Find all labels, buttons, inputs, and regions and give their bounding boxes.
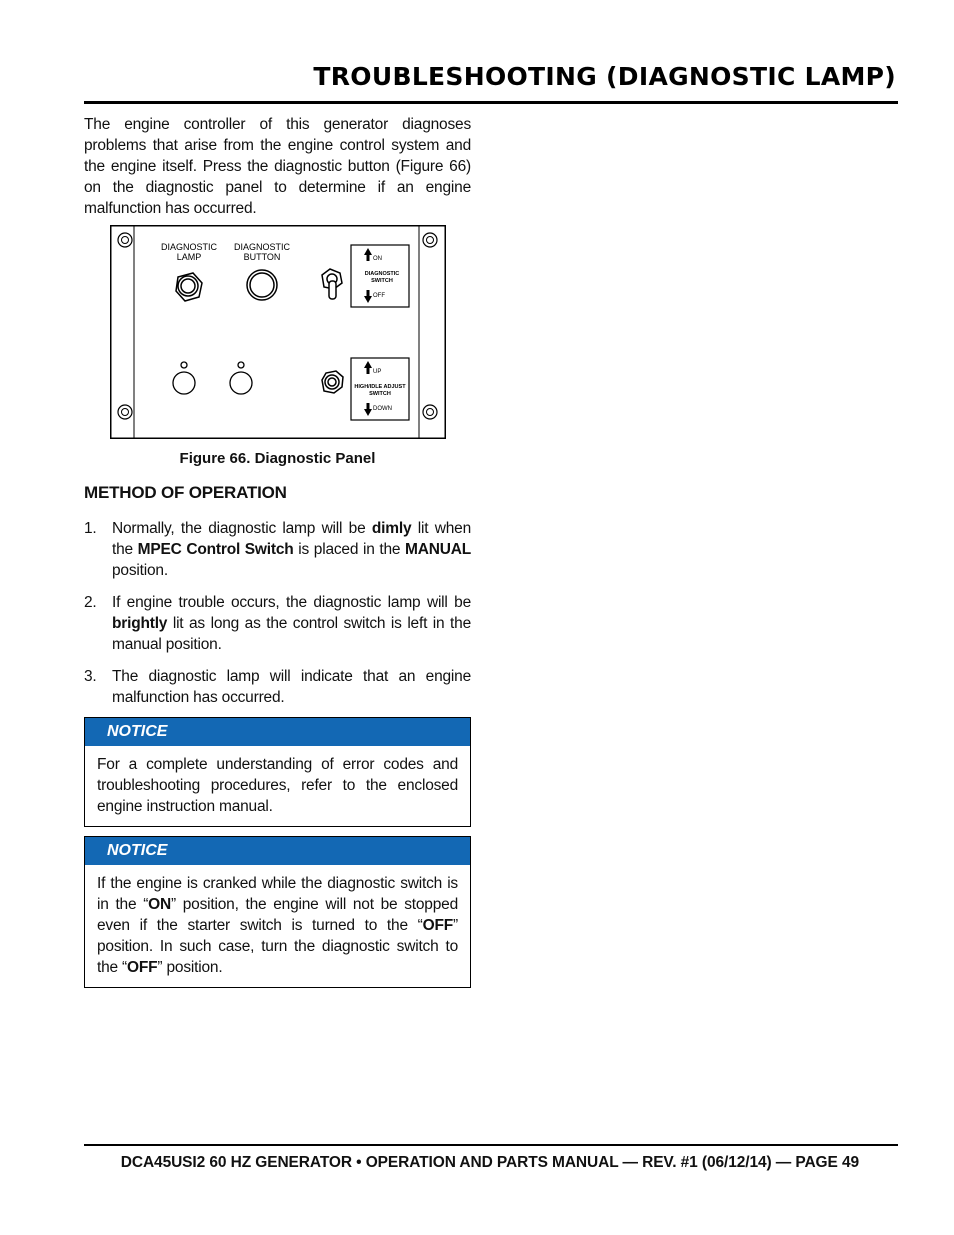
idle-switch-label-line1: HIGH/IDLE ADJUST [354,384,406,390]
diagnostic-panel-illustration [110,225,446,439]
notice-header: NOTICE [85,837,470,865]
notice-header: NOTICE [85,718,470,746]
page-footer: DCA45USI2 60 HZ GENERATOR • OPERATION AND PARTS MANUAL — REV. #1 (06/12/14) — PAGE 49 [120,1154,859,1171]
lamp-label-line2: LAMP [176,252,202,262]
down-label: DOWN [373,406,392,412]
section-heading: METHOD OF OPERATION [84,483,287,502]
step-text: Normally, the diagnostic lamp will be [112,520,372,537]
notice-text: ” position, the engine will not be stopped even if the starter switch is turned to the “ [97,896,458,934]
diagnostic-panel-figure [110,225,446,439]
up-label: UP [373,369,382,375]
footer-rule [84,1144,898,1146]
notice-text: ” position. [157,959,223,976]
notice-box [84,836,471,988]
notice-box [84,717,471,827]
notice-body [85,865,470,987]
notice-body: For a complete understanding of error codes and troubleshooting procedures, refer to the enclosed engine instruction manual. [97,756,458,815]
notice-text: If the engine is cranked while the diagnostic switch is in the “ [97,875,458,913]
lamp-label-line1: DIAGNOSTIC [160,242,218,252]
step-text: The diagnostic lamp will indicate that an engine malfunction has occurred. [112,668,471,706]
button-label-line2: BUTTON [243,252,281,262]
on-label: ON [373,256,382,262]
step-text: lit as long as the control switch is left in the manual position. [112,615,471,653]
notice-emphasis: ON [148,896,172,913]
step-text: position. [112,562,168,579]
step-emphasis: MPEC Control Switch [137,541,294,558]
step-emphasis: MANUAL [405,541,471,558]
idle-switch-label-line2: SWITCH [369,391,391,397]
figure-caption: Figure 66. Diagnostic Panel [179,450,376,467]
steps-list [84,518,471,719]
step-emphasis: dimly [371,520,412,537]
list-item [84,666,471,708]
off-label: OFF [373,293,385,299]
step-number: 3. [84,668,97,685]
step-emphasis: brightly [112,615,168,632]
step-number: 1. [84,520,97,537]
list-item [84,518,471,581]
step-text: lit when the [112,520,472,558]
notice-emphasis: OFF [422,917,454,934]
title-rule [84,101,898,104]
list-item [84,592,471,655]
diag-switch-label-line2: SWITCH [371,278,393,284]
intro-paragraph: The engine controller of this generator diagnoses problems that arise from the engine control system and the engine itself. Press the diagnostic button (Figure 66) on the diagnostic panel to determine if an engine malfunction has occurred. [84,116,471,217]
diag-switch-label-line1: DIAGNOSTIC [364,271,400,277]
step-text: is placed in the [293,541,406,558]
page-title: TROUBLESHOOTING (DIAGNOSTIC LAMP) [313,62,896,91]
button-label-line1: DIAGNOSTIC [233,242,291,252]
notice-text: ” position. In such case, turn the diagnostic switch to the “ [97,917,458,976]
step-number: 2. [84,594,97,611]
step-text: If engine trouble occurs, the diagnostic lamp will be [112,594,471,611]
notice-emphasis: OFF [127,959,158,976]
